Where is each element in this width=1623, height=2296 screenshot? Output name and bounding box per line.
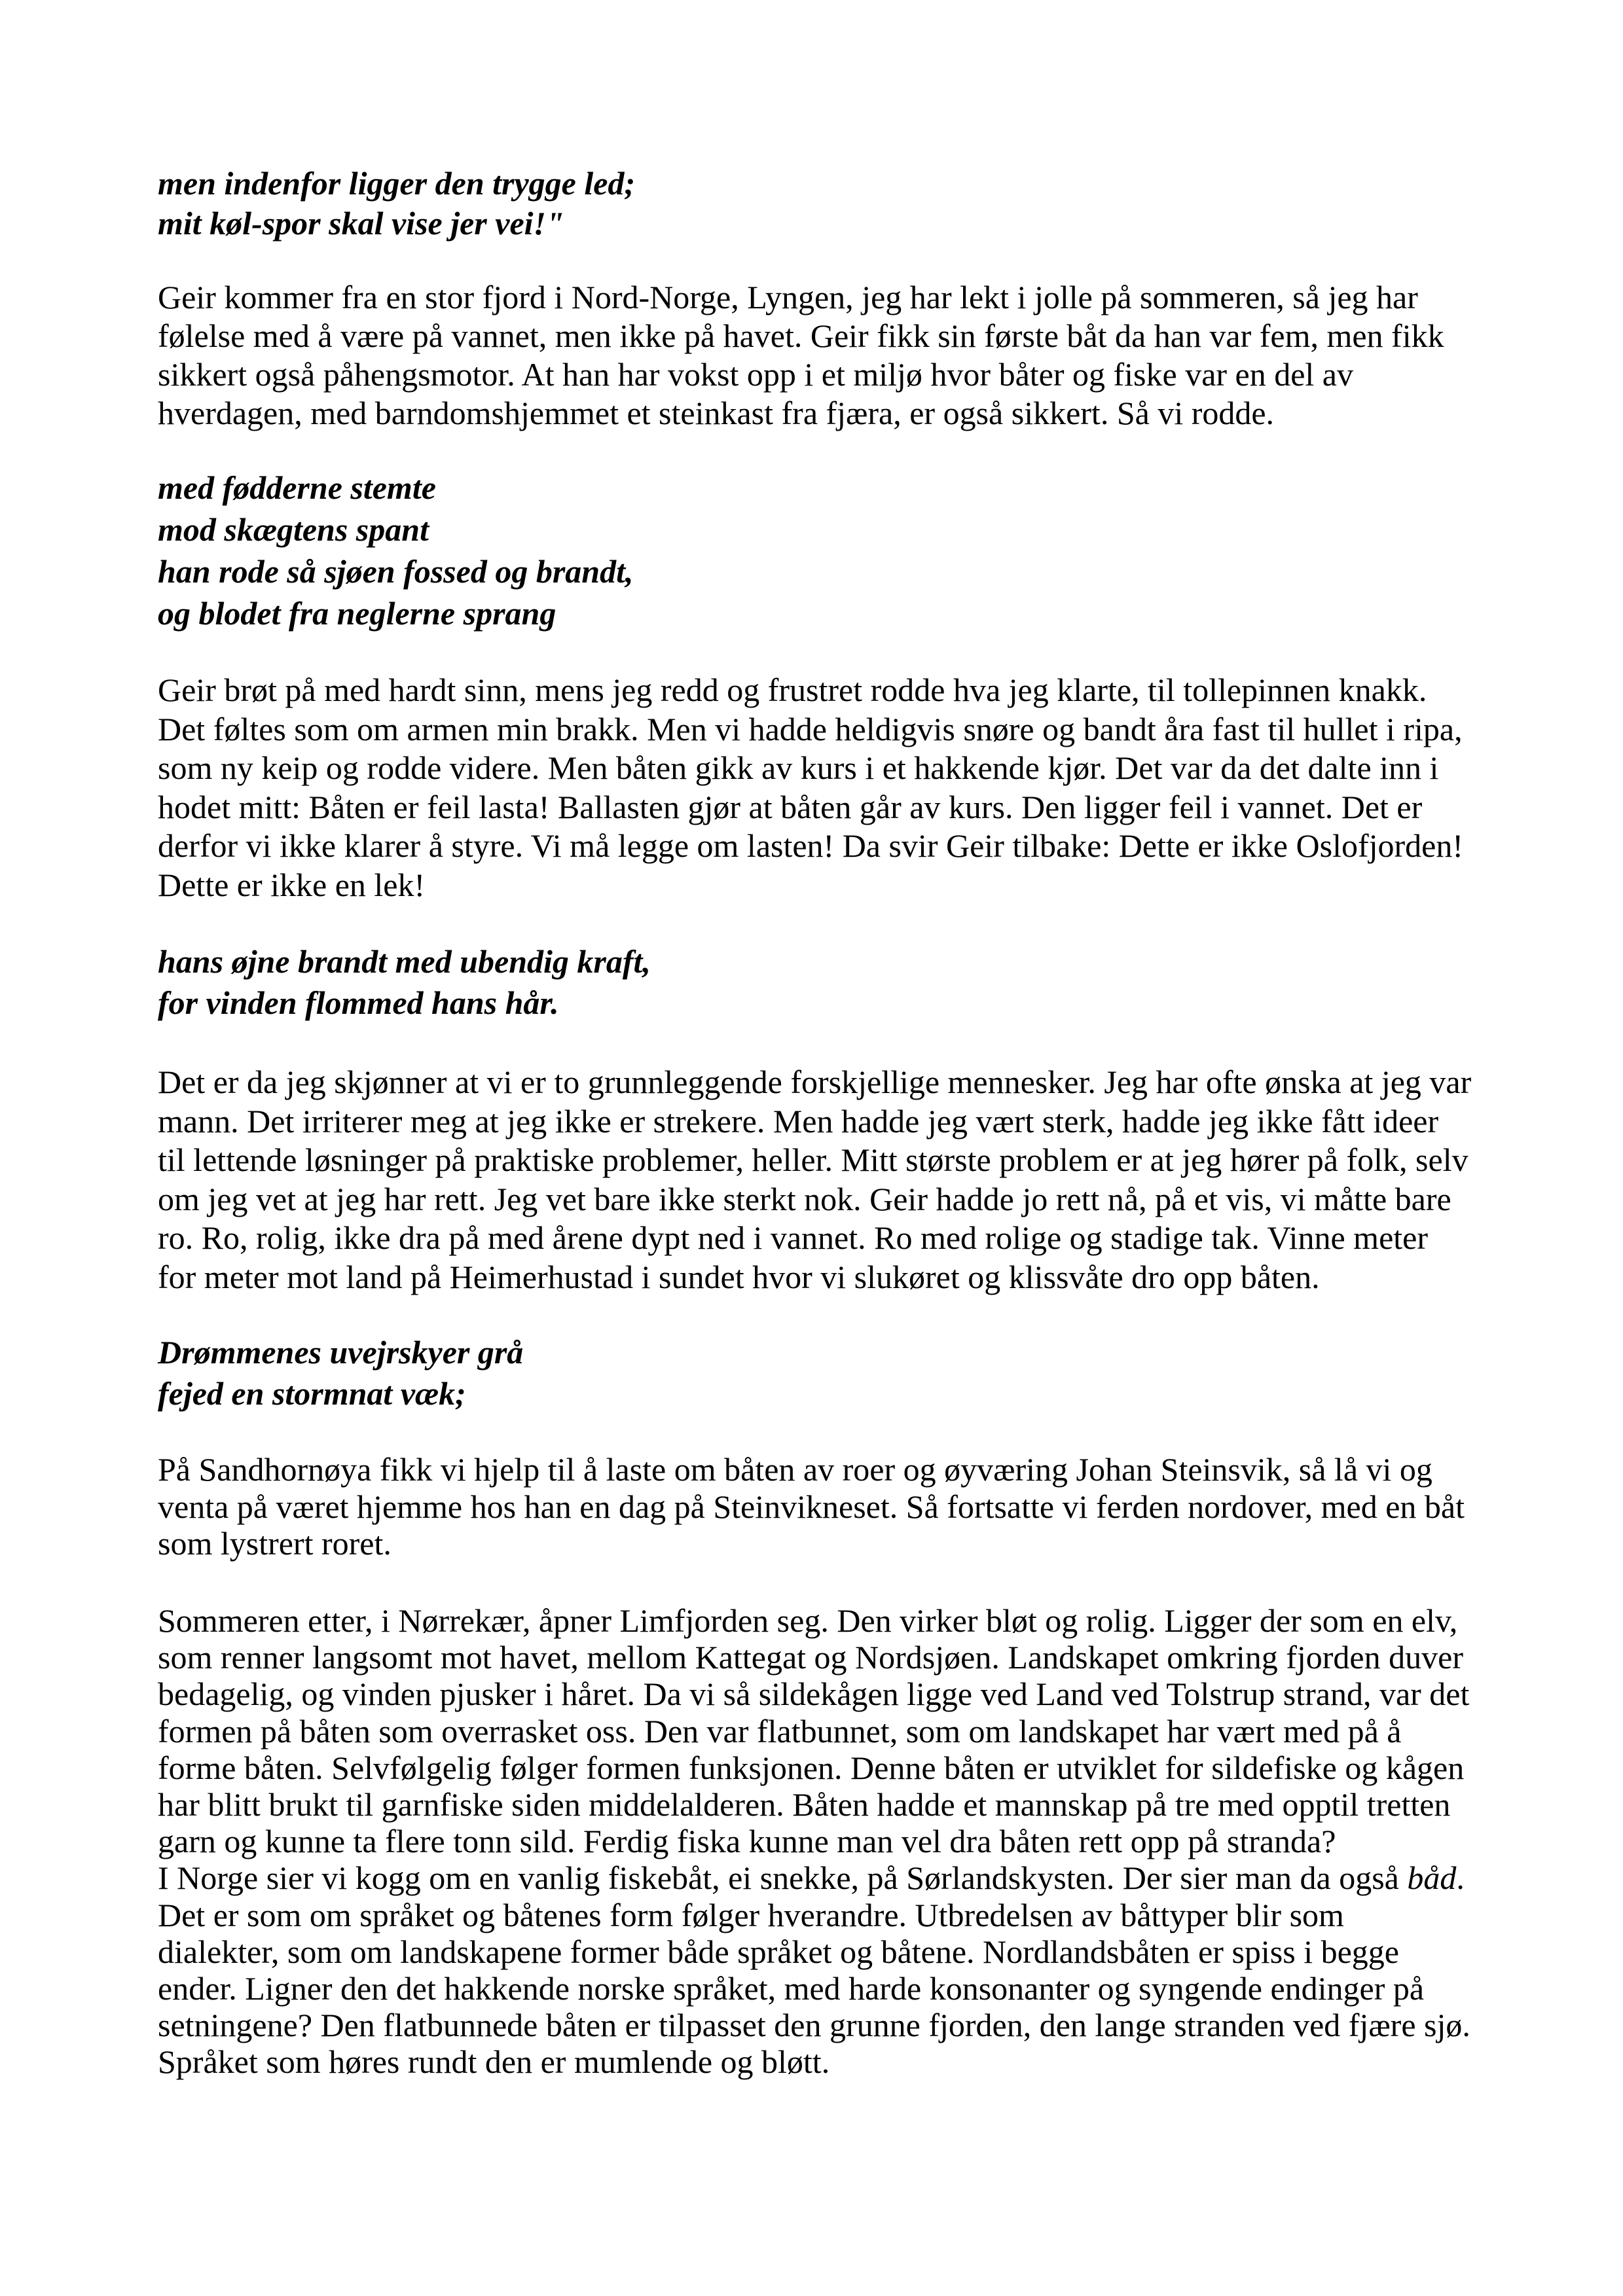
- emphasized-word: båd: [1407, 1859, 1457, 1897]
- text-line: som renner langsomt mot havet, mellom Kattegat og Nordsjøen. Landskapet omkring fjorden duver: [158, 1639, 1463, 1676]
- text-line: På Sandhornøya fikk vi hjelp til å laste om båten av roer og øyværing Johan Steinsvik, så lå vi og: [158, 1451, 1432, 1488]
- text-line: dialekter, som om landskapene former både språket og båtene. Nordlandsbåten er spiss i begge: [158, 1933, 1399, 1970]
- text-line: venta på været hjemme hos han en dag på Steinvikneset. Så fortsatte vi ferden nordover, med en båt: [158, 1488, 1465, 1525]
- text-line: Dette er ikke en lek!: [158, 866, 426, 903]
- text-line: til lettende løsninger på praktiske problemer, heller. Mitt største problem er at jeg hører på folk, selv: [158, 1141, 1468, 1178]
- poem-stanza: [158, 164, 1520, 243]
- text-line: formen på båten som overrasket oss. Den var flatbunnet, som om landskapet har vært med på å: [158, 1712, 1402, 1749]
- poem-line: hans øjne brandt med ubendig kraft,: [158, 943, 651, 980]
- paragraph: [158, 1063, 1520, 1297]
- poem-line: med fødderne stemte: [158, 469, 436, 506]
- poem-line: han rode så sjøen fossed og brandt,: [158, 553, 634, 590]
- text-line: Geir brøt på med hardt sinn, mens jeg redd og frustret rodde hva jeg klarte, til tollepinnen knakk.: [158, 672, 1427, 708]
- text-segment: I Norge sier vi kogg om en vanlig fiskebåt, ei snekke, på Sørlandskysten. Der sier man da også: [158, 1859, 1408, 1897]
- text-line: hodet mitt: Båten er feil lasta! Ballasten gjør at båten går av kurs. Den ligger feil i vannet. Det er: [158, 788, 1423, 825]
- poem-stanza: [158, 467, 1520, 634]
- text-segment: .: [1456, 1859, 1465, 1897]
- text-line: om jeg vet at jeg har rett. Jeg vet bare ikke sterkt nok. Geir hadde jo rett nå, på et vis, vi måtte bare: [158, 1180, 1451, 1217]
- text-line: Geir kommer fra en stor fjord i Nord-Norge, Lyngen, jeg har lekt i jolle på sommeren, så jeg har: [158, 279, 1418, 315]
- text-line: setningene? Den flatbunnede båten er tilpasset den grunne fjorden, den lange stranden ved fjære sjø.: [158, 2007, 1470, 2044]
- poem-line: fejed en stormnat væk;: [158, 1375, 466, 1412]
- poem-line: men indenfor ligger den trygge led;: [158, 165, 636, 202]
- text-line: derfor vi ikke klarer å styre. Vi må legge om lasten! Da svir Geir tilbake: Dette er ikke Oslofjorden!: [158, 827, 1463, 864]
- text-line: har blitt brukt til garnfiske siden middelalderen. Båten hadde et mannskap på tre med opptil tretten: [158, 1786, 1451, 1823]
- text-line: garn og kunne ta flere tonn sild. Ferdig fiska kunne man vel dra båten rett opp på stranda?: [158, 1823, 1336, 1860]
- paragraph: [158, 1602, 1520, 2081]
- text-line: forme båten. Selvfølgelig følger formen funksjonen. Denne båten er utviklet for sildefiske og kågen: [158, 1749, 1465, 1786]
- text-line: som ny keip og rodde videre. Men båten gikk av kurs i et hakkende kjør. Det var da det dalte inn i: [158, 749, 1439, 786]
- text-line: følelse med å være på vannet, men ikke på havet. Geir fikk sin første båt da han var fem, men fikk: [158, 317, 1444, 354]
- text-line: hverdagen, med barndomshjemmet et steinkast fra fjæra, er også sikkert. Så vi rodde.: [158, 395, 1275, 431]
- text-line: som lystrert roret.: [158, 1525, 392, 1562]
- paragraph: [158, 1451, 1520, 1562]
- text-line: bedagelig, og vinden pjusker i håret. Da vi så sildekågen ligge ved Land ved Tolstrup strand, var det: [158, 1676, 1470, 1713]
- text-line: Det føltes som om armen min brakk. Men vi hadde heldigvis snøre og bandt åra fast til hullet i ripa,: [158, 710, 1463, 747]
- poem-stanza: [158, 941, 1520, 1024]
- text-line: Det er da jeg skjønner at vi er to grunnleggende forskjellige mennesker. Jeg har ofte ønska at jeg var: [158, 1064, 1472, 1100]
- poem-line: mod skægtens spant: [158, 511, 429, 548]
- paragraph: [158, 278, 1520, 433]
- poem-line: mit køl-spor skal vise jer vei!": [158, 205, 564, 242]
- text-line: Sommeren etter, i Nørrekær, åpner Limfjorden seg. Den virker bløt og rolig. Ligger der som en elv,: [158, 1602, 1458, 1639]
- poem-line: Drømmenes uvejrskyer grå: [158, 1334, 524, 1371]
- text-line: sikkert også påhengsmotor. At han har vokst opp i et miljø hvor båter og fiske var en del av: [158, 356, 1354, 393]
- poem-line: for vinden flommed hans hår.: [158, 984, 559, 1021]
- text-line: Språket som høres rundt den er mumlende og bløtt.: [158, 2043, 830, 2081]
- poem-line: og blodet fra neglerne sprang: [158, 595, 556, 632]
- text-line: Det er som om språket og båtenes form følger hverandre. Utbredelsen av båttyper blir som: [158, 1896, 1344, 1933]
- text-line: [158, 1859, 1520, 1896]
- text-line: mann. Det irriterer meg at jeg ikke er strekere. Men hadde jeg vært sterk, hadde jeg ikke fått ideer: [158, 1102, 1439, 1139]
- paragraph: [158, 671, 1520, 905]
- text-line: ender. Ligner den det hakkende norske språket, med harde konsonanter og syngende endinger på: [158, 1970, 1425, 2007]
- text-line: for meter mot land på Heimerhustad i sundet hvor vi slukøret og klissvåte dro opp båten.: [158, 1258, 1320, 1295]
- text-line: ro. Ro, rolig, ikke dra på med årene dypt ned i vannet. Ro med rolige og stadige tak. Vinne meter: [158, 1219, 1428, 1256]
- poem-stanza: [158, 1332, 1520, 1414]
